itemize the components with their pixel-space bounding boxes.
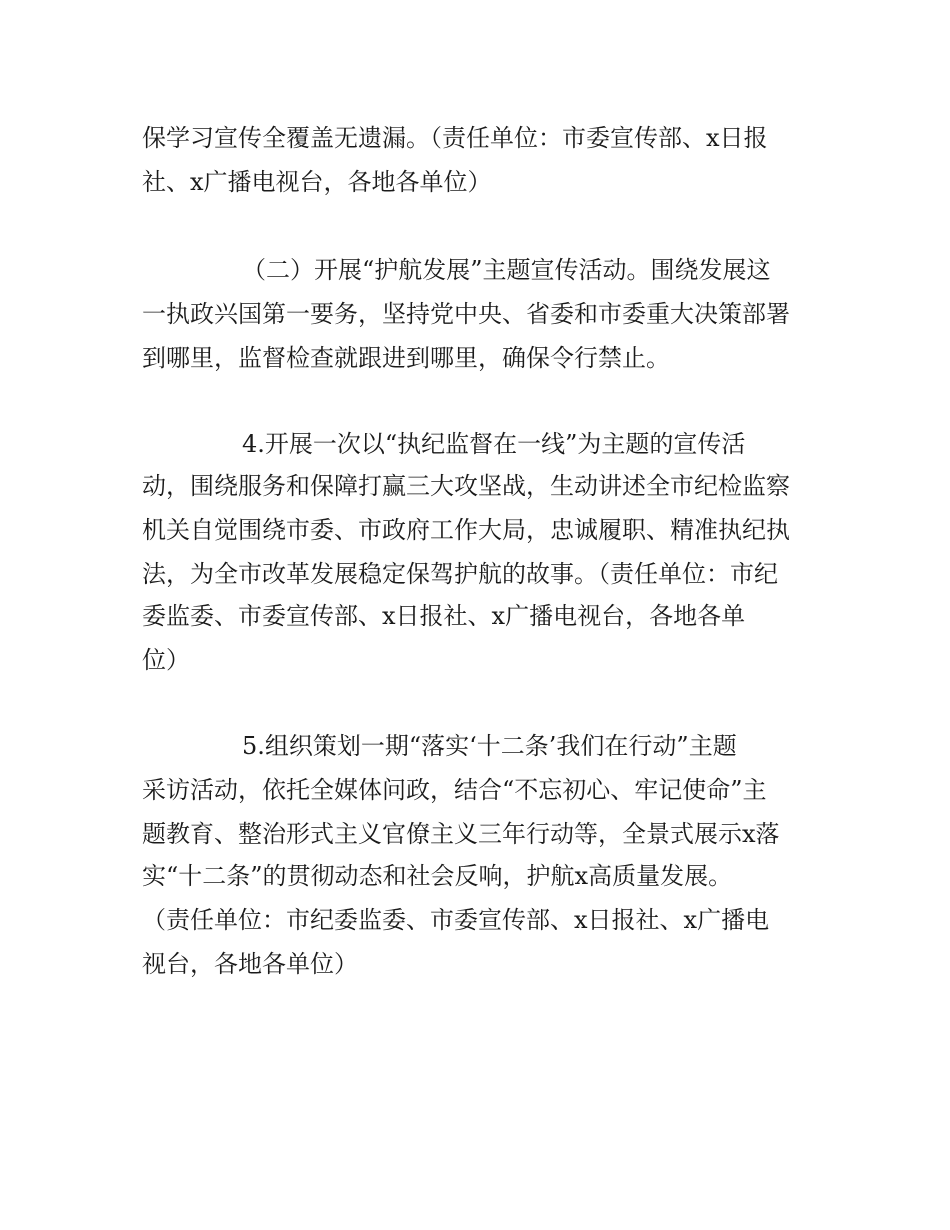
paragraph-4-line-6: 视台，各地各单位） xyxy=(142,950,358,978)
paragraph-3-line-2: 动，围绕服务和保障打赢三大攻坚战，生动讲述全市纪检监察 xyxy=(142,472,790,500)
paragraph-2-line-2: 一执政兴国第一要务，坚持党中央、省委和市委重大决策部署 xyxy=(142,300,790,328)
paragraph-2-line-3: 到哪里，监督检查就跟进到哪里，确保令行禁止。 xyxy=(142,344,670,372)
paragraph-3-line-5: 委监委、市委宣传部、x日报社、x广播电视台，各地各单 xyxy=(142,602,746,630)
paragraph-1-line-1: 保学习宣传全覆盖无遗漏。（责任单位：市委宣传部、x日报 xyxy=(142,124,768,152)
paragraph-4-line-5: （责任单位：市纪委监委、市委宣传部、x日报社、x广播电 xyxy=(142,906,770,934)
paragraph-3-line-6: 位） xyxy=(142,646,190,674)
paragraph-1-line-2: 社、x广播电视台，各地各单位） xyxy=(142,168,492,196)
paragraph-2-line-1: （二）开展“护航发展”主题宣传活动。围绕发展这 xyxy=(242,256,771,284)
paragraph-3-line-1: 4.开展一次以“执纪监督在一线”为主题的宣传活 xyxy=(242,430,746,458)
paragraph-4-line-4: 实“十二条”的贯彻动态和社会反响，护航x高质量发展。 xyxy=(142,862,733,890)
paragraph-3-line-4: 法，为全市改革发展稳定保驾护航的故事。（责任单位：市纪 xyxy=(142,560,778,588)
paragraph-4-line-2: 采访活动，依托全媒体问政，结合“不忘初心、牢记使命”主 xyxy=(142,776,767,804)
paragraph-4-line-1: 5.组织策划一期“落实‘十二条’我们在行动”主题 xyxy=(242,732,737,760)
paragraph-3-line-3: 机关自觉围绕市委、市政府工作大局，忠诚履职、精准执纪执 xyxy=(142,516,790,544)
paragraph-4-line-3: 题教育、整治形式主义官僚主义三年行动等，全景式展示x落 xyxy=(142,820,780,848)
